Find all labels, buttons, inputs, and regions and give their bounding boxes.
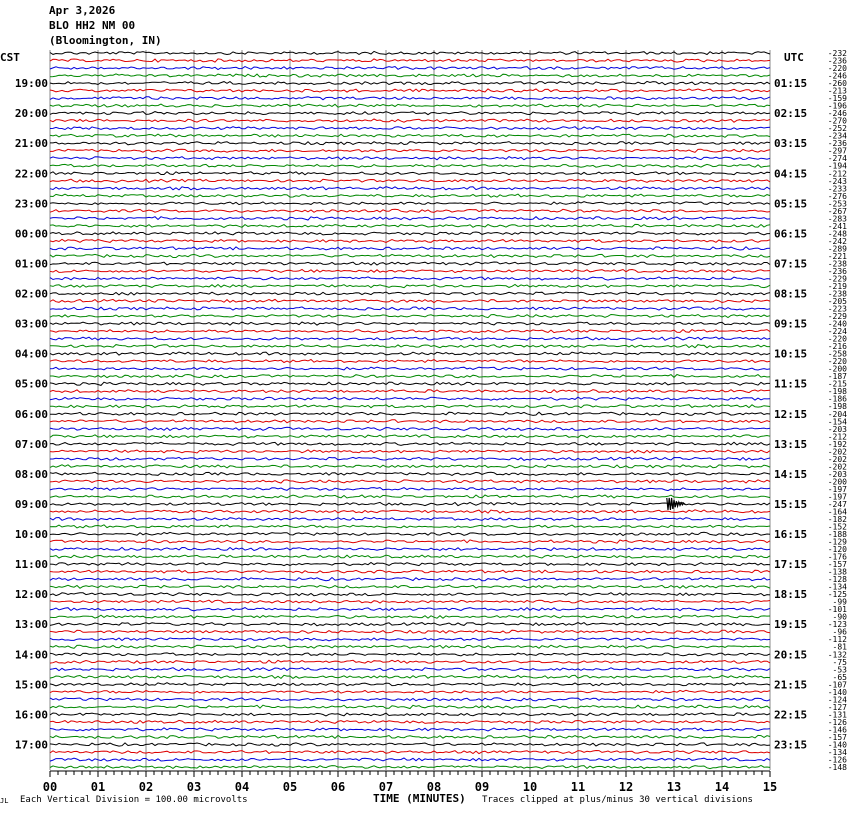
x-axis-label: TIME (MINUTES)	[373, 792, 466, 805]
seismic-trace	[50, 194, 770, 197]
trace-offset-label: -197	[827, 484, 847, 494]
trace-offset-label: -65	[832, 672, 847, 682]
seismic-trace	[50, 765, 770, 768]
trace-offset-label: -252	[827, 124, 847, 134]
trace-offset-label: -124	[827, 695, 847, 705]
seismic-trace	[50, 608, 770, 611]
seismic-trace	[50, 675, 770, 678]
trace-offset-label: -140	[827, 687, 847, 697]
seismic-trace	[50, 713, 770, 716]
seismic-trace	[50, 495, 770, 498]
utc-hour-label: 04:15	[774, 167, 808, 181]
seismic-trace	[50, 510, 770, 513]
seismic-trace	[50, 570, 770, 573]
seismic-trace	[50, 119, 770, 122]
cst-hour-label: 19:00	[14, 77, 48, 91]
x-tick-label: 04	[234, 780, 250, 794]
x-tick-label: 02	[138, 780, 154, 794]
utc-hour-label: 15:15	[774, 497, 808, 511]
seismic-trace	[50, 74, 770, 77]
trace-offset-label: -187	[827, 372, 847, 382]
cst-hour-label: 21:00	[14, 137, 48, 151]
trace-offset-label: -213	[827, 86, 847, 96]
trace-offset-label: -258	[827, 349, 847, 359]
cst-hour-label: 08:00	[14, 467, 48, 481]
trace-offset-label: -154	[827, 417, 847, 427]
trace-offset-label: -236	[827, 139, 847, 149]
trace-offset-label: -176	[827, 552, 847, 562]
trace-offset-label: -159	[827, 94, 847, 104]
right-timezone-label: UTC	[784, 51, 804, 64]
trace-offset-label: -164	[827, 507, 847, 517]
seismic-trace	[50, 149, 770, 152]
trace-offset-label: -107	[827, 680, 847, 690]
footer-scale-note: Each Vertical Division = 100.00 microvolts	[20, 795, 248, 805]
trace-offset-label: -53	[832, 665, 847, 675]
trace-offset-label: -223	[827, 304, 847, 314]
seismic-trace	[50, 555, 770, 558]
trace-offset-label: -219	[827, 281, 847, 291]
utc-hour-label: 08:15	[774, 287, 808, 301]
trace-offset-label: -247	[827, 499, 847, 509]
trace-offset-label: -270	[827, 116, 847, 126]
seismic-trace	[50, 705, 770, 708]
x-tick-label: 06	[330, 780, 346, 794]
seismic-trace	[50, 104, 770, 107]
seismic-trace	[50, 547, 770, 550]
cst-hour-label: 20:00	[14, 107, 48, 121]
utc-hour-label: 17:15	[774, 558, 808, 572]
seismic-trace	[50, 427, 770, 430]
utc-hour-label: 14:15	[774, 467, 808, 481]
seismic-trace	[50, 164, 770, 167]
trace-offset-label: -220	[827, 64, 847, 74]
trace-offset-label: -289	[827, 244, 847, 254]
seismic-trace	[50, 615, 770, 618]
seismic-trace	[50, 97, 770, 100]
seismic-trace	[50, 390, 770, 393]
trace-offset-label: -260	[827, 79, 847, 89]
header-location: (Bloomington, IN)	[49, 34, 162, 47]
trace-offset-label: -126	[827, 755, 847, 765]
trace-offset-label: -274	[827, 154, 847, 164]
trace-offset-label: -75	[832, 657, 847, 667]
seismic-trace	[50, 593, 770, 596]
cst-hour-label: 02:00	[14, 287, 48, 301]
seismic-trace	[50, 345, 770, 348]
trace-offset-label: -186	[827, 394, 847, 404]
utc-hour-label: 23:15	[774, 738, 808, 752]
trace-offset-label: -99	[832, 597, 847, 607]
seismic-trace	[50, 600, 770, 603]
seismic-trace	[50, 142, 770, 145]
utc-hour-label: 20:15	[774, 648, 808, 662]
cst-hour-label: 11:00	[14, 558, 48, 572]
seismic-trace	[50, 668, 770, 671]
trace-offset-label: -243	[827, 176, 847, 186]
utc-hour-label: 19:15	[774, 618, 808, 632]
seismic-event-burst	[667, 498, 685, 510]
seismic-trace	[50, 285, 770, 288]
x-tick-label: 01	[90, 780, 106, 794]
utc-hour-label: 16:15	[774, 528, 808, 542]
seismic-trace	[50, 420, 770, 423]
seismic-trace	[50, 367, 770, 370]
utc-hour-label: 10:15	[774, 347, 808, 361]
trace-offset-label: -233	[827, 184, 847, 194]
trace-offset-label: -220	[827, 357, 847, 367]
trace-offset-label: -148	[827, 763, 847, 772]
trace-offset-label: -238	[827, 289, 847, 299]
utc-hour-label: 11:15	[774, 377, 808, 391]
trace-offset-label: -90	[832, 612, 847, 622]
utc-hour-label: 01:15	[774, 77, 808, 91]
trace-offset-label: -267	[827, 206, 847, 216]
x-tick-label: 08	[426, 780, 442, 794]
utc-hour-label: 09:15	[774, 317, 808, 331]
trace-offset-label: -96	[832, 627, 847, 637]
trace-offset-label: -194	[827, 161, 847, 171]
trace-offset-label: -134	[827, 582, 847, 592]
x-tick-label: 00	[42, 780, 58, 794]
trace-offset-label: -200	[827, 364, 847, 374]
cst-hour-label: 05:00	[14, 377, 48, 391]
trace-offset-label: -283	[827, 214, 847, 224]
trace-offset-label: -123	[827, 620, 847, 630]
seismic-trace	[50, 187, 770, 190]
cst-hour-label: 04:00	[14, 347, 48, 361]
cst-hour-label: 10:00	[14, 528, 48, 542]
trace-offset-label: -203	[827, 424, 847, 434]
seismic-trace	[50, 653, 770, 656]
trace-offset-label: -81	[832, 642, 847, 652]
trace-offset-label: -276	[827, 191, 847, 201]
cst-hour-label: 01:00	[14, 257, 48, 271]
cst-hour-label: 12:00	[14, 588, 48, 602]
seismic-trace	[50, 690, 770, 693]
trace-offset-label: -182	[827, 514, 847, 524]
cst-hour-label: 09:00	[14, 497, 48, 511]
trace-offset-label: -215	[827, 379, 847, 389]
seismic-trace	[50, 382, 770, 385]
left-timezone-label: CST	[0, 51, 20, 64]
utc-hour-label: 21:15	[774, 678, 808, 692]
seismic-trace	[50, 502, 770, 505]
seismic-trace	[50, 480, 770, 483]
trace-offset-label: -241	[827, 221, 847, 231]
trace-offset-label: -212	[827, 432, 847, 442]
seismic-trace	[50, 51, 770, 54]
seismic-trace	[50, 172, 770, 175]
seismic-trace	[50, 472, 770, 475]
trace-offset-label: -221	[827, 251, 847, 261]
footer-marker: JL	[0, 797, 9, 805]
trace-offset-label: -134	[827, 747, 847, 757]
trace-offset-label: -140	[827, 740, 847, 750]
trace-offset-label: -125	[827, 590, 847, 600]
seismic-trace	[50, 660, 770, 663]
seismic-trace	[50, 638, 770, 641]
seismic-trace	[50, 81, 770, 84]
trace-offset-label: -242	[827, 236, 847, 246]
trace-offset-label: -127	[827, 702, 847, 712]
seismic-trace	[50, 487, 770, 490]
seismic-trace	[50, 337, 770, 340]
cst-hour-label: 00:00	[14, 227, 48, 241]
seismic-trace	[50, 645, 770, 648]
seismic-trace	[50, 202, 770, 205]
seismic-trace	[50, 412, 770, 415]
trace-offset-label: -188	[827, 530, 847, 540]
header-date: Apr 3,2026	[49, 4, 116, 17]
seismic-trace	[50, 465, 770, 468]
x-tick-label: 03	[186, 780, 202, 794]
utc-hour-label: 07:15	[774, 257, 808, 271]
trace-offset-label: -246	[827, 71, 847, 81]
seismic-trace	[50, 89, 770, 92]
cst-hour-label: 07:00	[14, 437, 48, 451]
trace-offset-label: -120	[827, 545, 847, 555]
trace-offset-label: -248	[827, 229, 847, 239]
utc-hour-label: 13:15	[774, 437, 808, 451]
x-tick-label: 10	[522, 780, 538, 794]
seismic-trace	[50, 307, 770, 310]
seismic-trace	[50, 578, 770, 581]
utc-hour-label: 02:15	[774, 107, 808, 121]
seismic-trace	[50, 720, 770, 723]
trace-offset-label: -131	[827, 710, 847, 720]
cst-hour-label: 14:00	[14, 648, 48, 662]
trace-offset-label: -204	[827, 409, 847, 419]
seismic-trace	[50, 623, 770, 626]
trace-offset-label: -200	[827, 477, 847, 487]
trace-offset-label: -101	[827, 605, 847, 615]
trace-offset-label: -128	[827, 575, 847, 585]
cst-hour-label: 03:00	[14, 317, 48, 331]
cst-hour-label: 17:00	[14, 738, 48, 752]
cst-hour-label: 06:00	[14, 407, 48, 421]
seismic-trace	[50, 330, 770, 333]
seismic-trace	[50, 728, 770, 731]
trace-offset-label: -197	[827, 492, 847, 502]
seismic-trace	[50, 157, 770, 160]
seismic-trace	[50, 247, 770, 250]
footer-clip-note: Traces clipped at plus/minus 30 vertical divisions	[482, 795, 753, 805]
cst-hour-label: 22:00	[14, 167, 48, 181]
x-tick-label: 15	[762, 780, 778, 794]
trace-offset-label: -202	[827, 454, 847, 464]
utc-hour-label: 05:15	[774, 197, 808, 211]
utc-hour-label: 22:15	[774, 708, 808, 722]
seismic-trace	[50, 224, 770, 227]
x-tick-label: 05	[282, 780, 298, 794]
seismic-trace	[50, 59, 770, 62]
seismic-trace	[50, 292, 770, 295]
trace-offset-label: -202	[827, 462, 847, 472]
trace-offset-label: -232	[827, 49, 847, 58]
seismic-trace	[50, 450, 770, 453]
trace-offset-label: -297	[827, 146, 847, 156]
seismic-trace	[50, 360, 770, 363]
seismic-trace	[50, 585, 770, 588]
seismic-trace	[50, 397, 770, 400]
seismic-trace	[50, 698, 770, 701]
trace-offset-label: -129	[827, 537, 847, 547]
trace-offset-label: -229	[827, 274, 847, 284]
seismic-trace	[50, 127, 770, 130]
seismic-trace	[50, 405, 770, 408]
seismic-trace	[50, 540, 770, 543]
seismic-trace	[50, 322, 770, 325]
seismic-trace	[50, 232, 770, 235]
trace-offset-label: -192	[827, 439, 847, 449]
seismic-trace	[50, 134, 770, 137]
trace-offset-label: -224	[827, 327, 847, 337]
cst-hour-label: 16:00	[14, 708, 48, 722]
trace-offset-label: -126	[827, 717, 847, 727]
x-tick-label: 07	[378, 780, 394, 794]
seismic-trace	[50, 277, 770, 280]
seismic-trace	[50, 262, 770, 265]
cst-hour-label: 23:00	[14, 197, 48, 211]
x-tick-label: 12	[618, 780, 634, 794]
trace-offset-label: -138	[827, 567, 847, 577]
seismic-trace	[50, 270, 770, 273]
trace-offset-label: -238	[827, 259, 847, 269]
trace-offset-label: -229	[827, 312, 847, 322]
trace-offset-label: -132	[827, 650, 847, 660]
seismic-trace	[50, 179, 770, 182]
seismic-trace	[50, 442, 770, 445]
trace-offset-label: -240	[827, 319, 847, 329]
x-tick-label: 11	[570, 780, 586, 794]
seismic-trace	[50, 435, 770, 438]
trace-offset-label: -253	[827, 199, 847, 209]
seismic-trace	[50, 375, 770, 378]
utc-hour-label: 12:15	[774, 407, 808, 421]
header-station: BLO HH2 NM 00	[49, 19, 136, 32]
trace-offset-label: -246	[827, 109, 847, 119]
x-tick-label: 09	[474, 780, 490, 794]
utc-hour-label: 18:15	[774, 588, 808, 602]
trace-offset-label: -198	[827, 402, 847, 412]
cst-hour-label: 15:00	[14, 678, 48, 692]
seismic-trace	[50, 299, 770, 302]
trace-offset-label: -205	[827, 297, 847, 307]
trace-offset-label: -212	[827, 169, 847, 179]
seismic-trace	[50, 254, 770, 257]
cst-hour-label: 13:00	[14, 618, 48, 632]
seismic-trace	[50, 112, 770, 115]
trace-offset-label: -112	[827, 635, 847, 645]
trace-offset-label: -234	[827, 131, 847, 141]
seismic-trace	[50, 457, 770, 460]
seismic-trace	[50, 239, 770, 242]
trace-offset-label: -236	[827, 56, 847, 66]
seismic-trace	[50, 209, 770, 212]
utc-hour-label: 06:15	[774, 227, 808, 241]
trace-offset-label: -157	[827, 560, 847, 570]
trace-offset-label: -236	[827, 266, 847, 276]
seismic-trace	[50, 683, 770, 686]
x-tick-label: 14	[714, 780, 730, 794]
utc-hour-label: 03:15	[774, 137, 808, 151]
trace-offset-label: -198	[827, 387, 847, 397]
seismic-trace	[50, 751, 770, 754]
seismic-trace	[50, 735, 770, 738]
seismic-trace	[50, 315, 770, 318]
seismic-trace	[50, 758, 770, 761]
seismic-trace	[50, 563, 770, 566]
seismic-trace	[50, 532, 770, 535]
trace-offset-label: -216	[827, 342, 847, 352]
trace-offset-label: -202	[827, 447, 847, 457]
seismic-trace	[50, 352, 770, 355]
trace-offset-label: -157	[827, 732, 847, 742]
seismic-trace	[50, 67, 770, 70]
trace-offset-label: -220	[827, 334, 847, 344]
seismic-trace	[50, 525, 770, 528]
seismic-trace	[50, 217, 770, 220]
seismic-trace	[50, 630, 770, 633]
trace-offset-label: -152	[827, 522, 847, 532]
seismic-trace	[50, 743, 770, 746]
trace-offset-label: -196	[827, 101, 847, 111]
trace-offset-label: -203	[827, 469, 847, 479]
trace-offset-label: -146	[827, 725, 847, 735]
seismic-trace	[50, 517, 770, 520]
x-tick-label: 13	[666, 780, 682, 794]
